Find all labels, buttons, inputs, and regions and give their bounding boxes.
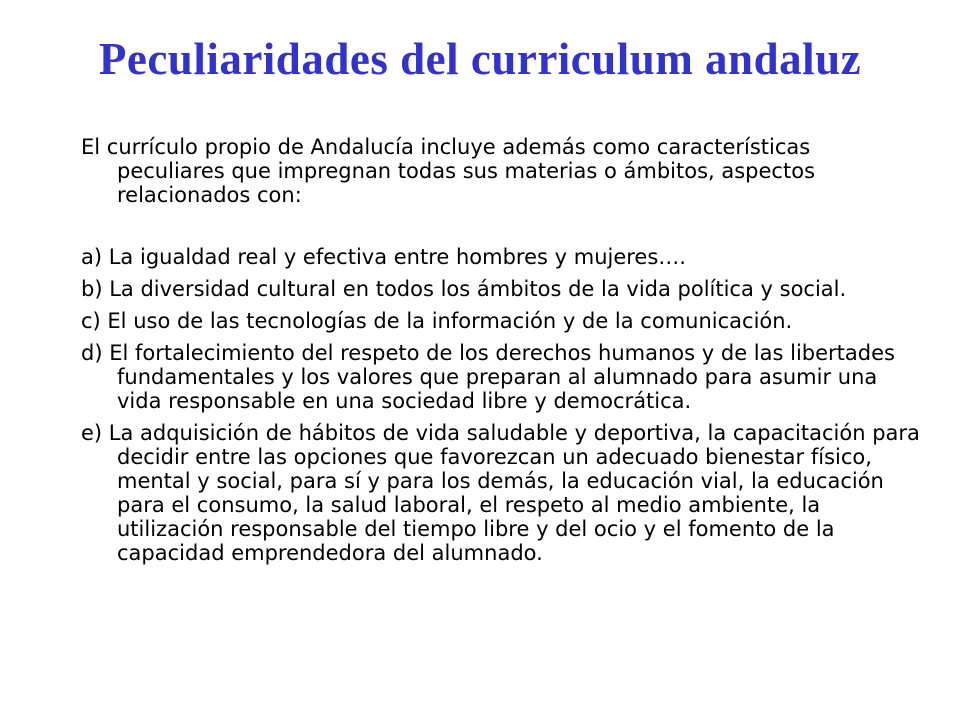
slide-title: Peculiaridades del curriculum andaluz	[98, 34, 862, 84]
intro-paragraph: El currículo propio de Andalucía incluye además como características peculiares que impregnan todas sus materias o ámbitos, aspectos relacionados con:	[81, 135, 816, 207]
list-item-e: e) La adquisición de hábitos de vida saludable y deportiva, la capacitación para decidir entre las opciones que favorezcan un adecuado bienestar físico, mental y social, para sí y para los demás, la educación vial, la educación para el consumo, la salud laboral, el respeto al medio ambiente, la utilización responsable del tiempo libre y del ocio y el fomento de la capacidad emprendedora del alumnado.	[81, 421, 920, 565]
list-item-a: a) La igualdad real y efectiva entre hombres y mujeres….	[81, 245, 686, 269]
slide-body	[81, 135, 921, 573]
list-item-c: c) El uso de las tecnologías de la información y de la comunicación.	[81, 309, 793, 333]
list-item-d: d) El fortalecimiento del respeto de los derechos humanos y de las libertades fundamentales y los valores que preparan al alumnado para asumir una vida responsable en una sociedad libre y democrática.	[81, 341, 895, 413]
list-item-b: b) La diversidad cultural en todos los ámbitos de la vida política y social.	[81, 277, 847, 301]
